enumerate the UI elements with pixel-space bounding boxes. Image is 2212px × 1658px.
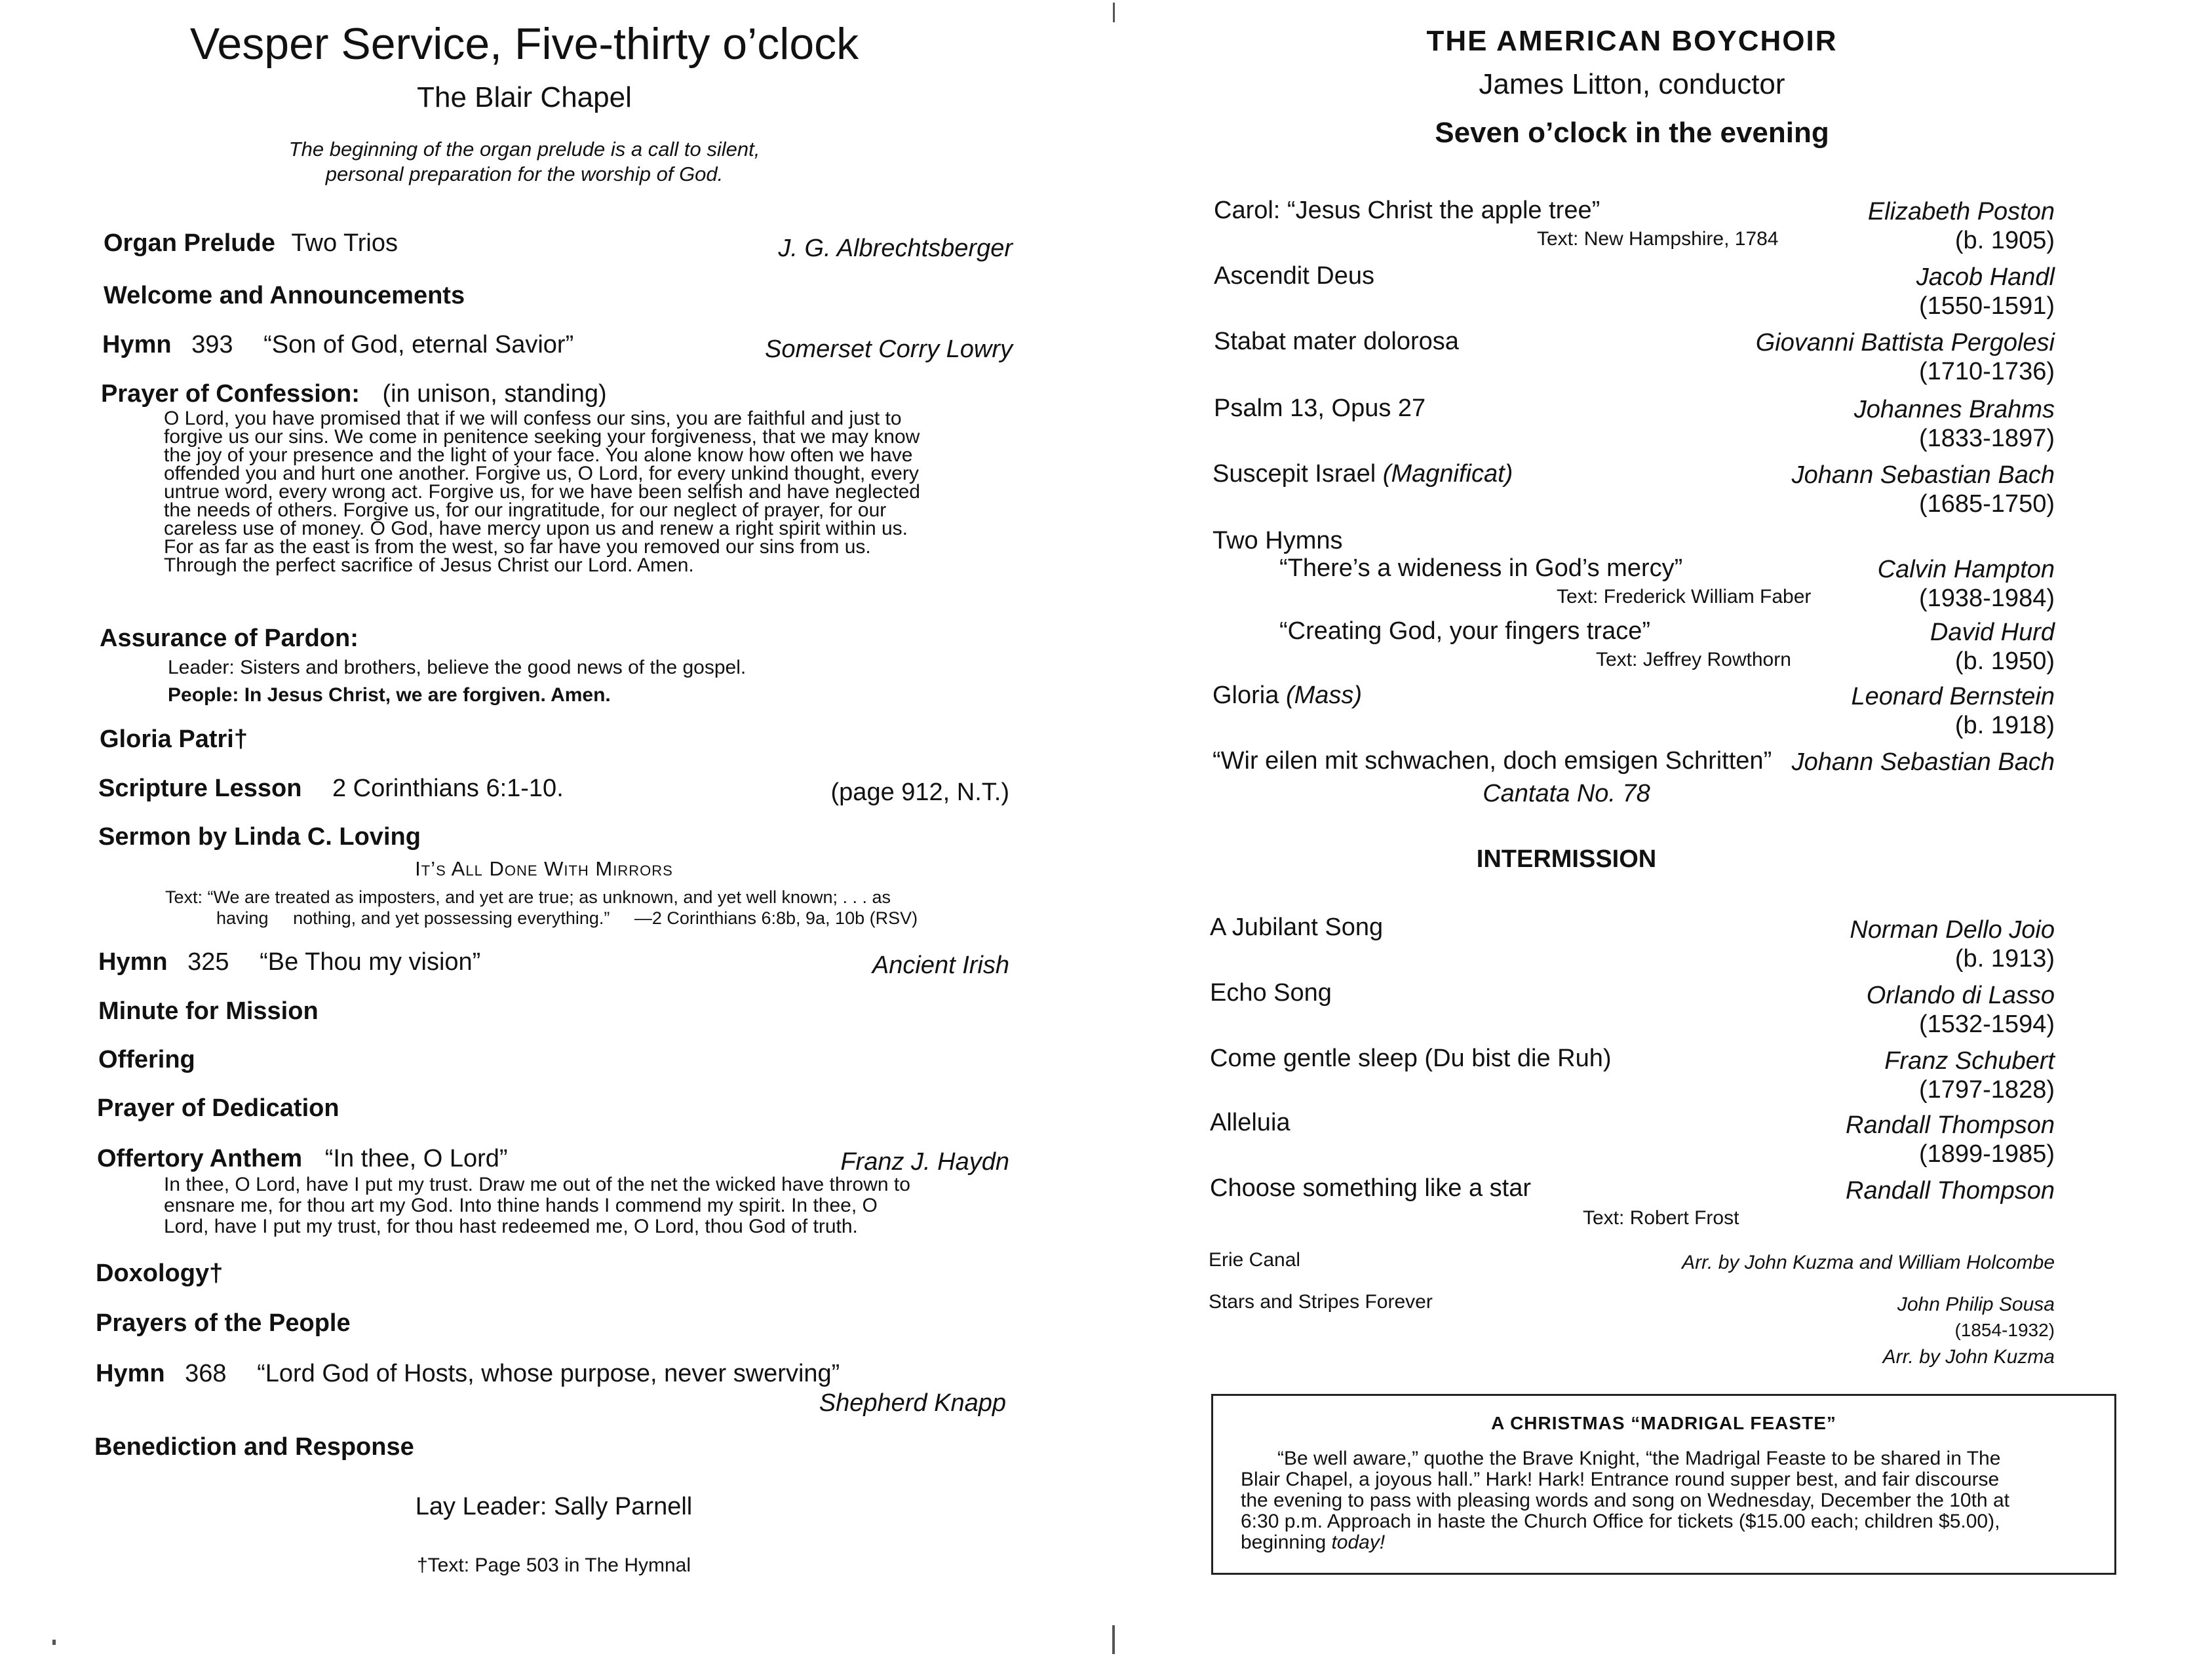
program-item-alleluia: Alleluia <box>1210 1109 1290 1136</box>
confession-text <box>164 410 1013 575</box>
two-hymns-label: Two Hymns <box>1213 527 1343 554</box>
hymn-393 <box>102 331 573 359</box>
hampton-composer: Calvin Hampton <box>1877 556 2055 583</box>
feaste-text <box>1241 1448 2093 1553</box>
offertory-line: In thee, O Lord, have I put my trust. Draw me out of the net the wicked have thrown to <box>164 1174 910 1195</box>
program-item-psalm-13: Psalm 13, Opus 27 <box>1214 395 1426 422</box>
handl-dates: (1550-1591) <box>1918 292 2055 320</box>
prayer-of-confession <box>101 380 607 408</box>
feaste-beginning: beginning <box>1241 1532 1327 1553</box>
scripture-text: 2 Corinthians 6:1-10. <box>332 775 564 802</box>
handl-composer: Jacob Handl <box>1916 263 2055 291</box>
fold-mark-bottom <box>1112 1625 1115 1654</box>
minute-for-mission: Minute for Mission <box>98 997 319 1025</box>
carol-text-note: Text: New Hampshire, 1784 <box>1537 228 1779 250</box>
assurance-people: People: In Jesus Christ, we are forgiven. Amen. <box>168 684 611 706</box>
confession-line: the joy of your presence and the light of your face. You alone know how often we have <box>164 444 913 466</box>
confession-note: (in unison, standing) <box>382 380 607 408</box>
sermon-label: Sermon by Linda C. Loving <box>98 823 421 851</box>
sousa-dates: (1854-1932) <box>1954 1320 2055 1340</box>
hampton-dates: (1938-1984) <box>1918 585 2055 612</box>
conductor: James Litton, conductor <box>1479 68 1785 100</box>
madrigal-feaste-box <box>1211 1394 2116 1575</box>
hymnal-footnote: †Text: Page 503 in The Hymnal <box>416 1554 691 1576</box>
gloria-title: Gloria <box>1213 682 1279 709</box>
sermon-text-2: having nothing, and yet possessing everything.” —2 Corinthians 6:8b, 9a, 10b (RSV) <box>216 908 918 928</box>
offertory-label: Offertory Anthem <box>97 1145 303 1172</box>
hurd-composer: David Hurd <box>1930 619 2055 646</box>
feaste-line: “Be well aware,” quothe the Brave Knight, “the Madrigal Feaste to be shared in The <box>1277 1448 2001 1469</box>
offertory-text <box>164 1174 1009 1237</box>
benediction-and-response: Benediction and Response <box>94 1433 414 1461</box>
intermission: INTERMISSION <box>1476 845 1657 873</box>
schubert-composer: Franz Schubert <box>1884 1047 2055 1075</box>
hymn-label: Hymn <box>98 948 168 976</box>
scripture-page: (page 912, N.T.) <box>830 779 1009 806</box>
sermon-title: It’s All Done With Mirrors <box>415 857 673 880</box>
vesper-title: Vesper Service, Five-thirty o’clock <box>189 19 859 69</box>
program-item-come-gentle-sleep: Come gentle sleep (Du bist die Ruh) <box>1210 1045 1612 1072</box>
organ-prelude-label: Organ Prelude <box>104 229 275 257</box>
offering: Offering <box>98 1046 195 1073</box>
feaste-line: 6:30 p.m. Approach in haste the Church Office for tickets ($15.00 each; children $5.00), <box>1241 1511 2000 1532</box>
program-item-ascendit-deus: Ascendit Deus <box>1214 262 1375 290</box>
hymn-325 <box>98 948 480 976</box>
welcome-announcements: Welcome and Announcements <box>104 282 465 309</box>
program-item-erie-canal: Erie Canal <box>1209 1249 1301 1271</box>
carol-dates: (b. 1905) <box>1954 227 2055 254</box>
hymn-number: 325 <box>187 948 229 976</box>
hymn-label: Hymn <box>96 1360 165 1387</box>
bach-cantata-composer: Johann Sebastian Bach <box>1791 748 2055 776</box>
thompson-star-composer: Randall Thompson <box>1846 1177 2055 1205</box>
gloria-subtitle: (Mass) <box>1285 682 1363 709</box>
feaste-today: today! <box>1331 1532 1386 1553</box>
bernstein-composer: Leonard Bernstein <box>1851 683 2055 710</box>
feaste-line: Blair Chapel, a joyous hall.” Hark! Hark! Entrance round supper best, and fair discourse <box>1241 1469 2000 1490</box>
erie-arranger: Arr. by John Kuzma and William Holcombe <box>1682 1252 2055 1273</box>
doxology: Doxology† <box>96 1260 223 1287</box>
feaste-heading: A CHRISTMAS “MADRIGAL FEASTE” <box>1491 1413 1836 1433</box>
faber-note: Text: Frederick William Faber <box>1557 586 1812 607</box>
bach-composer: Johann Sebastian Bach <box>1791 461 2055 489</box>
kuzma-arranger: Arr. by John Kuzma <box>1882 1346 2055 1368</box>
schubert-dates: (1797-1828) <box>1918 1076 2055 1104</box>
offertory-line: ensnare me, for thou art my God. Into thine hands I commend my spirit. In thee, O <box>164 1195 878 1216</box>
concert-time: Seven o’clock in the evening <box>1435 117 1829 149</box>
cantata-number: Cantata No. 78 <box>1483 780 1650 807</box>
right-page <box>1108 0 2212 1658</box>
hymn-title: “Son of God, eternal Savior” <box>263 331 574 358</box>
dello-joio-composer: Norman Dello Joio <box>1850 916 2055 944</box>
hymn-325-composer: Ancient Irish <box>872 952 1009 979</box>
program-item-echo-song: Echo Song <box>1210 979 1332 1007</box>
offertory-title: “In thee, O Lord” <box>324 1145 508 1172</box>
bernstein-dates: (b. 1918) <box>1954 712 2055 739</box>
assurance-label: Assurance of Pardon: <box>100 625 359 652</box>
chapel-subtitle: The Blair Chapel <box>417 81 632 113</box>
intro-line-2: personal preparation for the worship of God. <box>325 163 724 185</box>
lasso-composer: Orlando di Lasso <box>1866 982 2055 1009</box>
thompson-composer: Randall Thompson <box>1846 1111 2055 1139</box>
gloria-patri: Gloria Patri† <box>100 725 248 753</box>
program-item-wir-eilen: “Wir eilen mit schwachen, doch emsigen Schritten” <box>1213 747 1772 775</box>
lasso-dates: (1532-1594) <box>1918 1011 2055 1038</box>
feaste-last-line <box>1241 1532 2093 1553</box>
confession-line: O Lord, you have promised that if we will confess our sins, you are faithful and just to <box>164 408 902 429</box>
organ-prelude <box>104 229 398 258</box>
lay-leader: Lay Leader: Sally Parnell <box>415 1493 693 1520</box>
program-item-suscepit-israel <box>1213 460 1513 488</box>
dello-joio-dates: (b. 1913) <box>1954 945 2055 973</box>
hymn-368-composer: Shepherd Knapp <box>819 1389 1006 1417</box>
scripture-label: Scripture Lesson <box>98 775 302 802</box>
program-item-stars-and-stripes: Stars and Stripes Forever <box>1209 1291 1433 1313</box>
hymn-393-composer: Somerset Corry Lowry <box>765 336 1013 363</box>
suscepit-title: Suscepit Israel <box>1213 460 1376 488</box>
confession-line: For as far as the east is from the west, so far have you removed our sins from us. <box>164 536 871 558</box>
thompson-dates: (1899-1985) <box>1918 1140 2055 1168</box>
hymn-368 <box>96 1360 840 1388</box>
confession-line: Through the perfect sacrifice of Jesus Christ our Lord. Amen. <box>164 554 694 576</box>
fold-mark-top <box>1113 3 1115 22</box>
program-item-stabat-mater: Stabat mater dolorosa <box>1214 328 1459 355</box>
speck-mark <box>52 1640 56 1645</box>
confession-line: forgive us our sins. We come in penitence seeking your forgiveness, that we may know <box>164 426 920 448</box>
confession-line: careless use of money. O God, have mercy upon us and renew a right spirit within us. <box>164 518 908 539</box>
assurance-leader: Leader: Sisters and brothers, believe the good news of the gospel. <box>168 657 747 678</box>
feaste-line: the evening to pass with pleasing words and song on Wednesday, December the 10th at <box>1241 1490 2009 1511</box>
prayers-of-the-people: Prayers of the People <box>96 1309 351 1337</box>
confession-line: untrue word, every wrong act. Forgive us, for we have been selfish and have neglected <box>164 481 920 503</box>
pergolesi-dates: (1710-1736) <box>1918 358 2055 385</box>
hymn-title: “Be Thou my vision” <box>260 948 481 976</box>
sousa-composer: John Philip Sousa <box>1897 1294 2055 1315</box>
hymn-number: 368 <box>185 1360 227 1387</box>
scripture-lesson <box>98 775 564 803</box>
rowthorn-note: Text: Jeffrey Rowthorn <box>1596 649 1791 670</box>
hymn-label: Hymn <box>102 331 172 358</box>
offertory-line: Lord, have I put my trust, for thou hast redeemed me, O Lord, thou God of truth. <box>164 1216 858 1237</box>
offertory-composer: Franz J. Haydn <box>840 1148 1009 1176</box>
sermon-text-1: Text: “We are treated as imposters, and yet are true; as unknown, and yet well known; . . . as <box>165 887 891 907</box>
confession-line: offended you and hurt one another. Forgive us, O Lord, for every unkind thought, every <box>164 463 919 484</box>
hymn-wideness: “There’s a wideness in God’s mercy” <box>1279 554 1683 582</box>
program-item-jubilant-song: A Jubilant Song <box>1210 914 1384 941</box>
brahms-composer: Johannes Brahms <box>1853 396 2055 423</box>
organ-prelude-text: Two Trios <box>291 229 398 257</box>
pergolesi-composer: Giovanni Battista Pergolesi <box>1755 329 2055 357</box>
program-item-carol: Carol: “Jesus Christ the apple tree” <box>1214 197 1601 224</box>
confession-label: Prayer of Confession: <box>101 380 360 408</box>
hymn-number: 393 <box>191 331 233 358</box>
hymn-creating-god: “Creating God, your fingers trace” <box>1279 617 1651 645</box>
organ-prelude-composer: J. G. Albrechtsberger <box>778 235 1013 262</box>
offertory-anthem <box>97 1145 508 1173</box>
boychoir-title: THE AMERICAN BOYCHOIR <box>1426 25 1838 57</box>
hurd-dates: (b. 1950) <box>1954 647 2055 675</box>
confession-line: the needs of others. Forgive us, for our ingratitude, for our neglect of prayer, for our <box>164 499 887 521</box>
program-item-choose-something: Choose something like a star <box>1210 1174 1532 1202</box>
hymn-title: “Lord God of Hosts, whose purpose, never swerving” <box>257 1360 840 1387</box>
frost-note: Text: Robert Frost <box>1583 1207 1739 1229</box>
intro-line-1: The beginning of the organ prelude is a call to silent, <box>288 138 760 161</box>
carol-composer: Elizabeth Poston <box>1867 198 2055 225</box>
bach-dates: (1685-1750) <box>1918 490 2055 518</box>
brahms-dates: (1833-1897) <box>1918 425 2055 452</box>
program-item-gloria <box>1213 682 1362 710</box>
prayer-of-dedication: Prayer of Dedication <box>97 1094 340 1122</box>
suscepit-subtitle: (Magnificat) <box>1382 460 1513 488</box>
